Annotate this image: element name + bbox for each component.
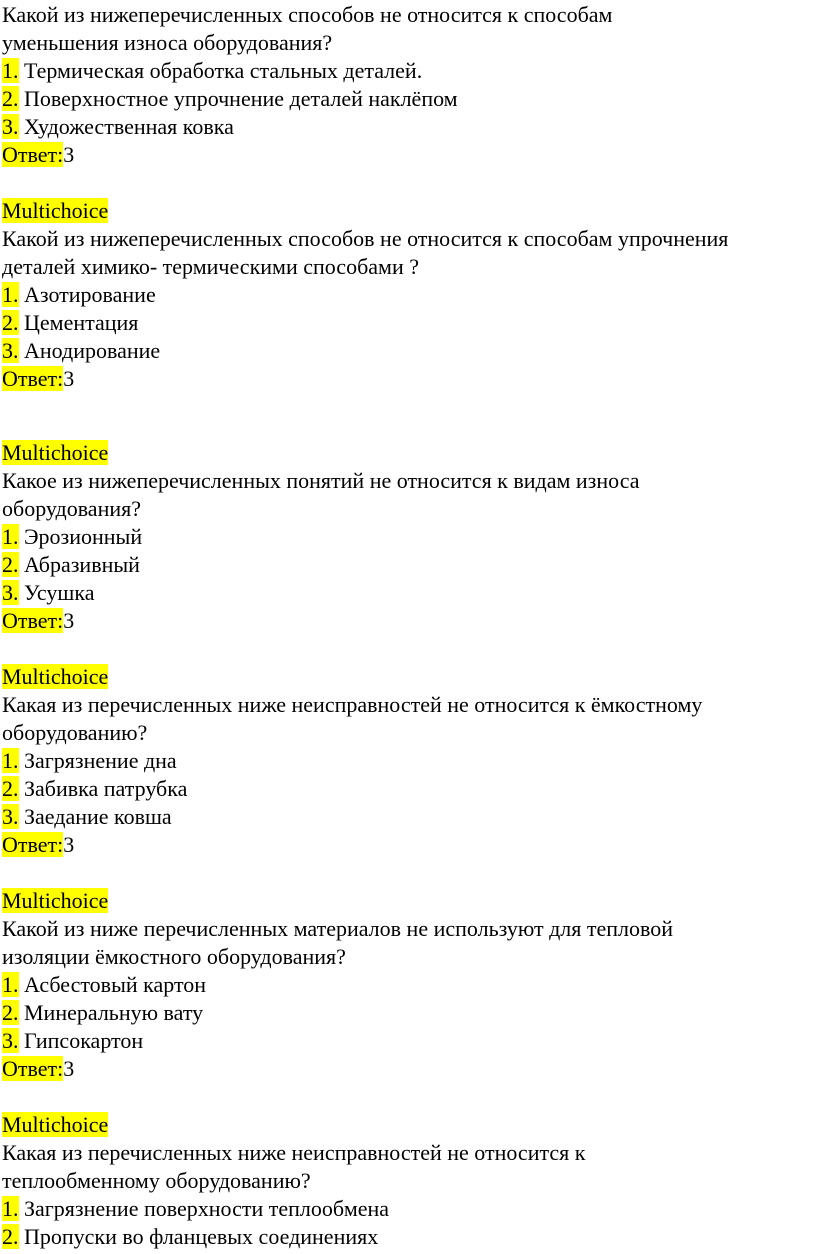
option-number: 2. [2, 1224, 19, 1249]
question-type-label: Multichoice [2, 888, 109, 913]
option-text: Азотирование [18, 282, 156, 307]
question-text: Какая из перечисленных ниже неисправностей не относится к [2, 1140, 586, 1165]
option-number: 1. [2, 282, 19, 307]
option-number: 1. [2, 58, 19, 83]
answer-option [2, 309, 138, 337]
option-number: 1. [2, 748, 19, 773]
answer-label: Ответ: [2, 832, 64, 857]
option-number: 3. [2, 338, 19, 363]
answer-label: Ответ: [2, 1056, 64, 1081]
option-text: Художественная ковка [18, 114, 234, 139]
option-text: Анодирование [18, 338, 161, 363]
question-text: Какой из нижеперечисленных способов не относится к способам [2, 2, 613, 27]
question-text: изоляции ёмкостного оборудования? [2, 944, 346, 969]
answer-option [2, 281, 156, 309]
option-number: 1. [2, 972, 19, 997]
answer-value: 3 [63, 142, 75, 167]
question-type-label: Multichoice [2, 1112, 109, 1137]
answer-option [2, 57, 422, 85]
answer-line [2, 1055, 74, 1083]
option-text: Асбестовый картон [18, 972, 207, 997]
option-number: 3. [2, 1028, 19, 1053]
question-text: уменьшения износа оборудования? [2, 30, 333, 55]
answer-option [2, 1027, 143, 1055]
option-number: 3. [2, 580, 19, 605]
question-type-label: Multichoice [2, 664, 109, 689]
answer-option [2, 579, 94, 607]
option-number: 2. [2, 776, 19, 801]
answer-option [2, 1195, 389, 1223]
option-text: Заедание ковша [18, 804, 172, 829]
option-text: Цементация [18, 310, 139, 335]
question-type-label: Multichoice [2, 440, 109, 465]
answer-line [2, 607, 74, 635]
option-number: 2. [2, 552, 19, 577]
answer-option [2, 999, 203, 1027]
answer-option [2, 747, 177, 775]
answer-line [2, 141, 74, 169]
answer-value: 3 [63, 608, 75, 633]
answer-option [2, 1223, 378, 1251]
option-text: Забивка патрубка [18, 776, 188, 801]
option-number: 1. [2, 1196, 19, 1221]
question-text: деталей химико- термическими способами ? [2, 254, 419, 279]
answer-option [2, 523, 142, 551]
answer-option [2, 803, 172, 831]
question-text: оборудованию? [2, 720, 148, 745]
option-text: Загрязнение дна [18, 748, 177, 773]
option-text: Минеральную вату [18, 1000, 204, 1025]
question-text: теплообменному оборудованию? [2, 1168, 311, 1193]
answer-label: Ответ: [2, 142, 64, 167]
option-text: Загрязнение поверхности теплообмена [18, 1196, 390, 1221]
question-type-label: Multichoice [2, 198, 109, 223]
answer-option [2, 775, 187, 803]
answer-option [2, 113, 234, 141]
question-text: Какой из нижеперечисленных способов не относится к способам упрочнения [2, 226, 729, 251]
answer-option [2, 551, 140, 579]
option-number: 2. [2, 86, 19, 111]
option-number: 2. [2, 310, 19, 335]
option-text: Гипсокартон [18, 1028, 144, 1053]
answer-label: Ответ: [2, 366, 64, 391]
question-text: Какой из ниже перечисленных материалов не используют для тепловой [2, 916, 674, 941]
answer-option [2, 337, 160, 365]
answer-line [2, 831, 74, 859]
option-text: Пропуски во фланцевых соединениях [18, 1224, 379, 1249]
answer-value: 3 [63, 832, 75, 857]
option-text: Поверхностное упрочнение деталей наклёпом [18, 86, 458, 111]
answer-line [2, 365, 74, 393]
option-number: 3. [2, 114, 19, 139]
option-text: Абразивный [18, 552, 140, 577]
answer-value: 3 [63, 366, 75, 391]
answer-label: Ответ: [2, 608, 64, 633]
option-text: Усушка [18, 580, 95, 605]
option-number: 3. [2, 804, 19, 829]
question-text: оборудования? [2, 496, 142, 521]
option-text: Термическая обработка стальных деталей. [18, 58, 423, 83]
question-text: Какая из перечисленных ниже неисправностей не относится к ёмкостному [2, 692, 703, 717]
answer-option [2, 85, 458, 113]
answer-value: 3 [63, 1056, 75, 1081]
answer-option [2, 971, 206, 999]
option-text: Эрозионный [18, 524, 143, 549]
option-number: 2. [2, 1000, 19, 1025]
question-text: Какое из нижеперечисленных понятий не относится к видам износа [2, 468, 640, 493]
option-number: 1. [2, 524, 19, 549]
